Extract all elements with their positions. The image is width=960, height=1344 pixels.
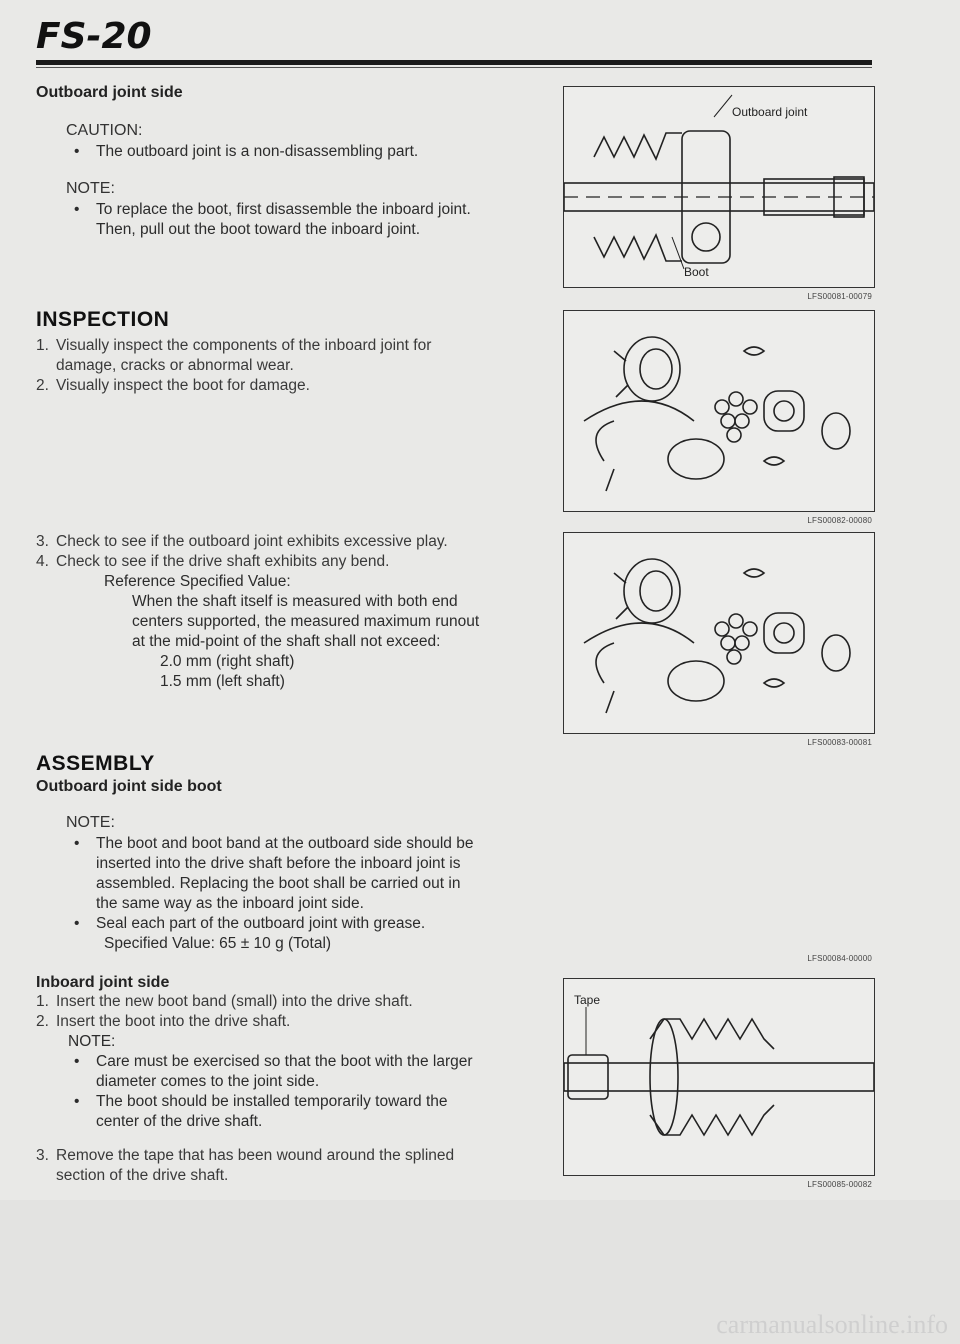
header-rule-thin bbox=[36, 67, 872, 68]
header-rule bbox=[36, 60, 872, 65]
tape-drawing bbox=[564, 979, 874, 1175]
figure-components-2 bbox=[563, 532, 875, 734]
figure-components bbox=[563, 310, 875, 512]
inboard-note-label: NOTE: bbox=[68, 1033, 116, 1050]
assembly-section bbox=[36, 752, 536, 954]
outboard-heading: Outboard joint side bbox=[36, 84, 183, 101]
inboard-step-1: 1. Insert the new boot band (small) into the drive shaft. bbox=[36, 993, 413, 1010]
inspection-step-3: 3. Check to see if the outboard joint exhibits excessive play. bbox=[36, 533, 448, 550]
figure-code-4: LFS00084-00000 bbox=[807, 954, 872, 963]
watermark: carmanualsonline.info bbox=[716, 1310, 948, 1339]
inspection-section-2 bbox=[36, 532, 536, 692]
outboard-joint-drawing bbox=[564, 87, 874, 287]
page-code: FS-20 bbox=[36, 16, 152, 57]
figure-outboard-joint bbox=[563, 86, 875, 288]
inboard-note-2: • The boot should be installed temporarily toward the center of the drive shaft. bbox=[66, 1092, 536, 1132]
components-drawing bbox=[564, 311, 874, 511]
inspection-step-2: 2. Visually inspect the boot for damage. bbox=[36, 377, 310, 394]
figure-code-5: LFS00085-00082 bbox=[807, 1180, 872, 1189]
inboard-heading: Inboard joint side bbox=[36, 974, 170, 991]
inspection-heading: INSPECTION bbox=[36, 308, 170, 331]
inboard-note-1: • Care must be exercised so that the boot with the larger diameter comes to the joint side. bbox=[66, 1052, 536, 1092]
note-label: NOTE: bbox=[66, 180, 115, 197]
caution-item: • The outboard joint is a non-disassembling part. bbox=[66, 142, 536, 162]
inspection-step-1: 1. Visually inspect the components of the inboard joint for damage, cracks or abnormal wear. bbox=[36, 337, 432, 374]
assembly-note-2: • Seal each part of the outboard joint with grease. bbox=[66, 914, 536, 934]
inboard-step-2: 2. Insert the boot into the drive shaft. bbox=[36, 1013, 291, 1030]
caution-label: CAUTION: bbox=[66, 122, 143, 139]
figure-tape bbox=[563, 978, 875, 1176]
inboard-section bbox=[36, 974, 536, 1186]
runout-values: 2.0 mm (right shaft) 1.5 mm (left shaft) bbox=[160, 653, 295, 690]
assembly-note-label: NOTE: bbox=[66, 814, 115, 831]
reference-text: When the shaft itself is measured with both end centers supported, the measured maximum runout at the mid-point of the shaft shall not exceed: bbox=[132, 593, 480, 650]
note-item: • To replace the boot, first disassemble the inboard joint. Then, pull out the boot toward the inboard joint. bbox=[66, 200, 536, 240]
components-drawing-2 bbox=[564, 533, 874, 733]
outboard-section bbox=[36, 84, 536, 240]
figure-code-1: LFS00081-00079 bbox=[807, 292, 872, 301]
assembly-spec: Specified Value: 65 ± 10 g (Total) bbox=[104, 935, 332, 952]
assembly-note-1: • The boot and boot band at the outboard side should be inserted into the drive shaft before the inboard joint is assembled. Replacing the boot shall be carried out in the same way as the inboard joint side. bbox=[66, 834, 536, 914]
inspection-step-4: 4. Check to see if the drive shaft exhibits any bend. bbox=[36, 553, 390, 570]
label-boot: Boot bbox=[684, 265, 709, 279]
inboard-step-3: 3. Remove the tape that has been wound around the splined section of the drive shaft. bbox=[36, 1147, 455, 1184]
reference-label: Reference Specified Value: bbox=[104, 573, 291, 590]
label-tape: Tape bbox=[574, 993, 601, 1007]
assembly-subheading: Outboard joint side boot bbox=[36, 778, 222, 795]
assembly-heading: ASSEMBLY bbox=[36, 752, 155, 775]
figure-code-2: LFS00082-00080 bbox=[807, 516, 872, 525]
label-outboard-joint: Outboard joint bbox=[732, 105, 808, 119]
figure-code-3: LFS00083-00081 bbox=[807, 738, 872, 747]
inspection-section bbox=[36, 308, 536, 396]
